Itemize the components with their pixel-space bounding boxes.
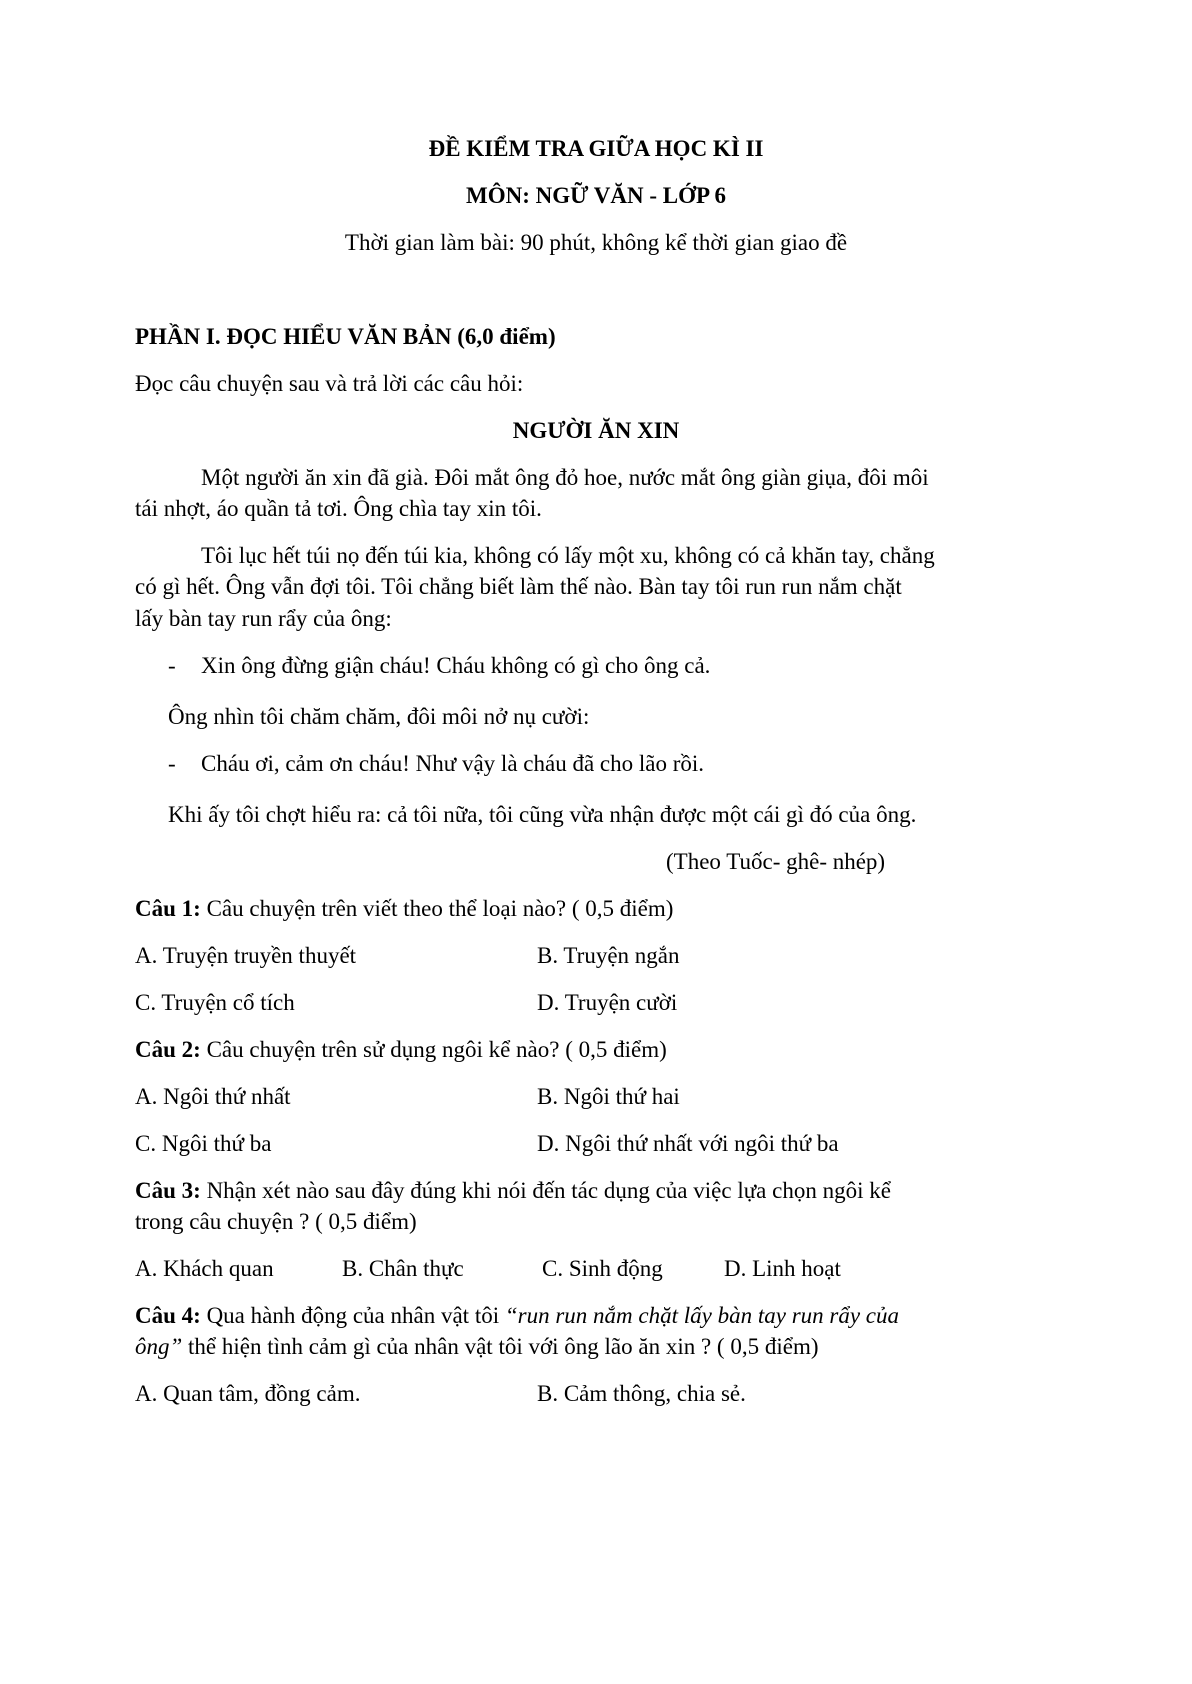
question-text: Qua hành động của nhân vật tôi xyxy=(200,1303,505,1328)
question-label: Câu 3: xyxy=(135,1178,201,1203)
exam-time: Thời gian làm bài: 90 phút, không kể thời gian giao đề xyxy=(344,230,848,255)
question-2-option-a: A. Ngôi thứ nhất xyxy=(135,1084,291,1109)
story-paragraph-4: Khi ấy tôi chợt hiểu ra: cả tôi nữa, tôi cũng vừa nhận được một cái gì đó của ông. xyxy=(168,802,917,827)
question-3-line-1 xyxy=(135,1176,891,1206)
question-2 xyxy=(135,1035,667,1065)
question-1-option-a: A. Truyện truyền thuyết xyxy=(135,943,357,968)
question-2-option-b: B. Ngôi thứ hai xyxy=(537,1084,680,1109)
question-3-option-d: D. Linh hoạt xyxy=(724,1256,841,1281)
story-paragraph-3: Ông nhìn tôi chăm chăm, đôi môi nở nụ cười: xyxy=(168,704,590,729)
question-4-line-2 xyxy=(135,1332,819,1362)
question-text: Câu chuyện trên sử dụng ngôi kể nào? ( 0,5 điểm) xyxy=(200,1037,667,1062)
story-paragraph-2-line-3: lấy bàn tay run rẩy của ông: xyxy=(135,606,392,631)
question-text: Câu chuyện trên viết theo thể loại nào? ( 0,5 điểm) xyxy=(200,896,674,921)
question-1-option-b: B. Truyện ngắn xyxy=(537,943,680,968)
question-label: Câu 1: xyxy=(135,896,201,921)
story-source: (Theo Tuốc- ghê- nhép) xyxy=(666,849,886,874)
question-3-line-2: trong câu chuyện ? ( 0,5 điểm) xyxy=(135,1209,417,1234)
question-text: thể hiện tình cảm gì của nhân vật tôi với ông lão ăn xin ? ( 0,5 điểm) xyxy=(182,1334,819,1359)
dialogue-dash: - xyxy=(168,653,176,678)
question-3-option-a: A. Khách quan xyxy=(135,1256,274,1281)
exam-subject: MÔN: NGỮ VĂN - LỚP 6 xyxy=(465,183,726,208)
question-4-line-1 xyxy=(135,1301,899,1331)
question-1 xyxy=(135,894,673,924)
question-2-option-d: D. Ngôi thứ nhất với ngôi thứ ba xyxy=(537,1131,839,1156)
story-paragraph-2-line-1: Tôi lục hết túi nọ đến túi kia, không có lấy một xu, không có cả khăn tay, chẳng xyxy=(201,543,935,568)
question-3-option-c: C. Sinh động xyxy=(542,1256,663,1281)
question-label: Câu 2: xyxy=(135,1037,201,1062)
section-instruction: Đọc câu chuyện sau và trả lời các câu hỏi: xyxy=(135,371,524,396)
dialogue-2: Cháu ơi, cảm ơn cháu! Như vậy là cháu đã cho lão rồi. xyxy=(201,751,705,776)
story-paragraph-2-line-2: có gì hết. Ông vẫn đợi tôi. Tôi chẳng biết làm thế nào. Bàn tay tôi run run nắm chặt xyxy=(135,574,902,599)
question-2-option-c: C. Ngôi thứ ba xyxy=(135,1131,272,1156)
story-paragraph-1-line-2: tái nhợt, áo quần tả tơi. Ông chìa tay xin tôi. xyxy=(135,496,542,521)
question-label: Câu 4: xyxy=(135,1303,201,1328)
dialogue-1: Xin ông đừng giận cháu! Cháu không có gì cho ông cả. xyxy=(201,653,711,678)
story-title: NGƯỜI ĂN XIN xyxy=(512,418,680,443)
question-1-option-c: C. Truyện cổ tích xyxy=(135,990,295,1015)
question-3-option-b: B. Chân thực xyxy=(342,1256,464,1281)
section-heading: PHẦN I. ĐỌC HIỂU VĂN BẢN (6,0 điểm) xyxy=(135,324,556,349)
question-text: Nhận xét nào sau đây đúng khi nói đến tác dụng của việc lựa chọn ngôi kể xyxy=(200,1178,891,1203)
question-quote: “run run nắm chặt lấy bàn tay run rẩy của xyxy=(504,1303,900,1328)
exam-title: ĐỀ KIỂM TRA GIỮA HỌC KÌ II xyxy=(428,136,764,161)
question-1-option-d: D. Truyện cười xyxy=(537,990,678,1015)
dialogue-dash: - xyxy=(168,751,176,776)
question-quote: ông” xyxy=(135,1334,183,1359)
question-4-option-b: B. Cảm thông, chia sẻ. xyxy=(537,1381,746,1406)
story-paragraph-1-line-1: Một người ăn xin đã già. Đôi mắt ông đỏ hoe, nước mắt ông giàn giụa, đôi môi xyxy=(201,465,929,490)
question-4-option-a: A. Quan tâm, đồng cảm. xyxy=(135,1381,361,1406)
